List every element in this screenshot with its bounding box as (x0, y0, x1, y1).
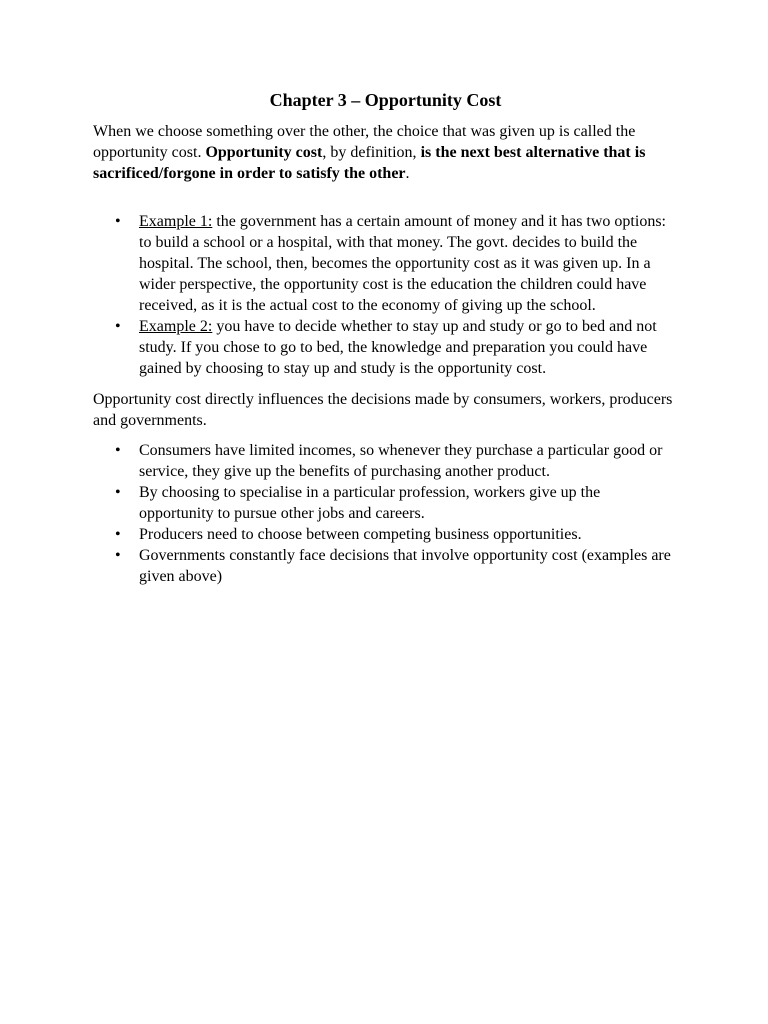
list-item-workers (93, 482, 678, 524)
governments-text: Governments constantly face decisions that involve opportunity cost (examples are given above) (139, 547, 671, 585)
intro-text-2: , by definition, (322, 144, 421, 161)
bullet-icon: • (115, 547, 121, 564)
consumers-text: Consumers have limited incomes, so whenever they purchase a particular good or service, they give up the benefits of purchasing another product. (139, 442, 663, 480)
list-item-consumers (93, 440, 678, 482)
producers-text: Producers need to choose between competing business opportunities. (139, 526, 582, 543)
bullet-icon: • (115, 442, 121, 459)
intro-text-3: . (405, 165, 410, 182)
intro-text-1: When we choose something over the other, the choice that was given up is called the opportunity cost. (93, 123, 636, 161)
page-title: Chapter 3 – Opportunity Cost (269, 90, 502, 110)
list-item-example-1 (93, 211, 678, 316)
list-item-governments (93, 545, 678, 587)
list-item-example-2 (93, 316, 678, 379)
example-1-text: the government has a certain amount of money and it has two options: to build a school or a hospital, with that money. The govt. decides to build the hospital. The school, then, becomes the opportunity cost as it was given up. In a wider perspective, the opportunity cost is the education the children could have received, as it is the actual cost to the economy of giving up the school. (139, 213, 666, 314)
list-item-producers (93, 524, 678, 545)
intro-paragraph (93, 121, 678, 184)
intro-term: Opportunity cost (205, 144, 323, 161)
example-2-label: Example 2: (139, 318, 213, 335)
bullet-icon: • (115, 213, 121, 230)
bullet-icon: • (115, 526, 121, 543)
influences-list (93, 440, 678, 587)
intro-definition: is the next best alternative that is sacrificed/forgone in order to satisfy the other (93, 144, 646, 182)
examples-list (93, 211, 678, 379)
example-1-label: Example 1: (139, 213, 213, 230)
workers-text: By choosing to specialise in a particular profession, workers give up the opportunity to pursue other jobs and careers. (139, 484, 601, 522)
bullet-icon: • (115, 484, 121, 501)
bullet-icon: • (115, 318, 121, 335)
influences-paragraph: Opportunity cost directly influences the decisions made by consumers, workers, producers and governments. (93, 391, 673, 429)
example-2-text: you have to decide whether to stay up and study or go to bed and not study. If you chose to go to bed, the knowledge and preparation you could have gained by choosing to stay up and study is the opportunity cost. (139, 318, 657, 377)
document-body (93, 88, 678, 587)
